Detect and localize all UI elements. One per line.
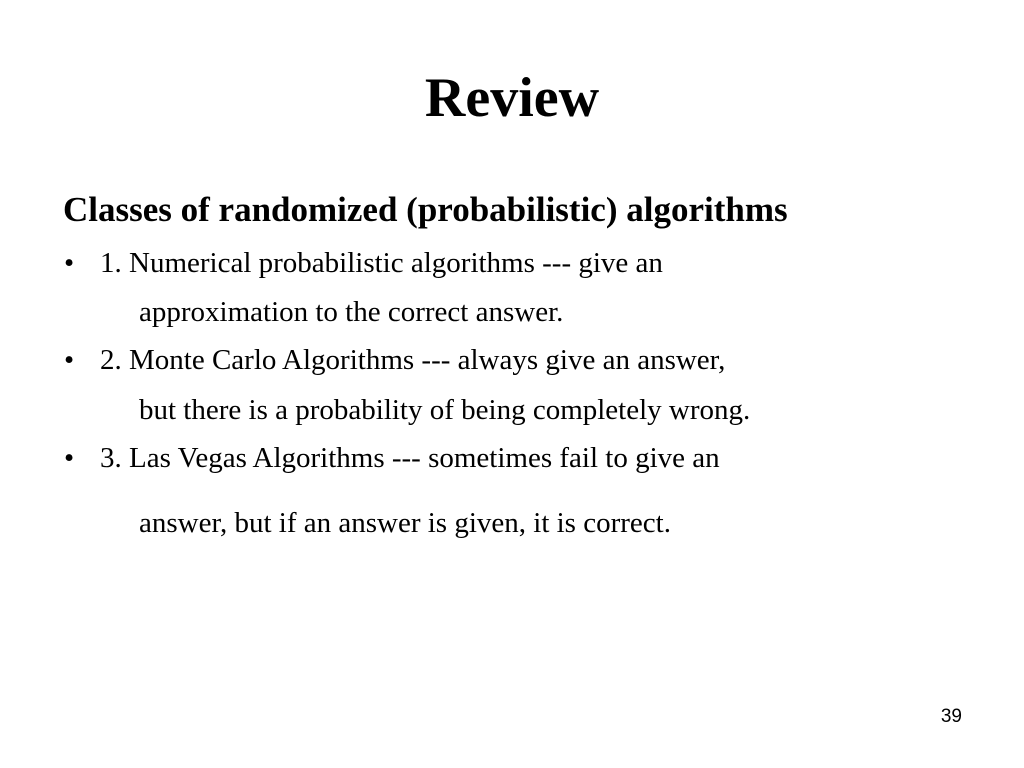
- bullet-marker: •: [64, 442, 75, 474]
- list-item-2-line-2: but there is a probability of being completely wrong.: [139, 394, 751, 426]
- section-heading: Classes of randomized (probabilistic) algorithms: [63, 190, 788, 229]
- slide-title: Review: [424, 67, 600, 129]
- list-item-1-line-1: 1. Numerical probabilistic algorithms --- give an: [100, 247, 663, 279]
- bullet-marker: •: [64, 247, 75, 279]
- list-item-2-line-1: 2. Monte Carlo Algorithms --- always give an answer,: [100, 344, 726, 376]
- list-item-1-line-2: approximation to the correct answer.: [139, 296, 564, 328]
- list-item-3-line-2: answer, but if an answer is given, it is correct.: [139, 507, 671, 539]
- bullet-marker: •: [64, 344, 75, 376]
- list-item-3-line-1: 3. Las Vegas Algorithms --- sometimes fail to give an: [100, 442, 720, 474]
- page-number: 39: [940, 706, 962, 727]
